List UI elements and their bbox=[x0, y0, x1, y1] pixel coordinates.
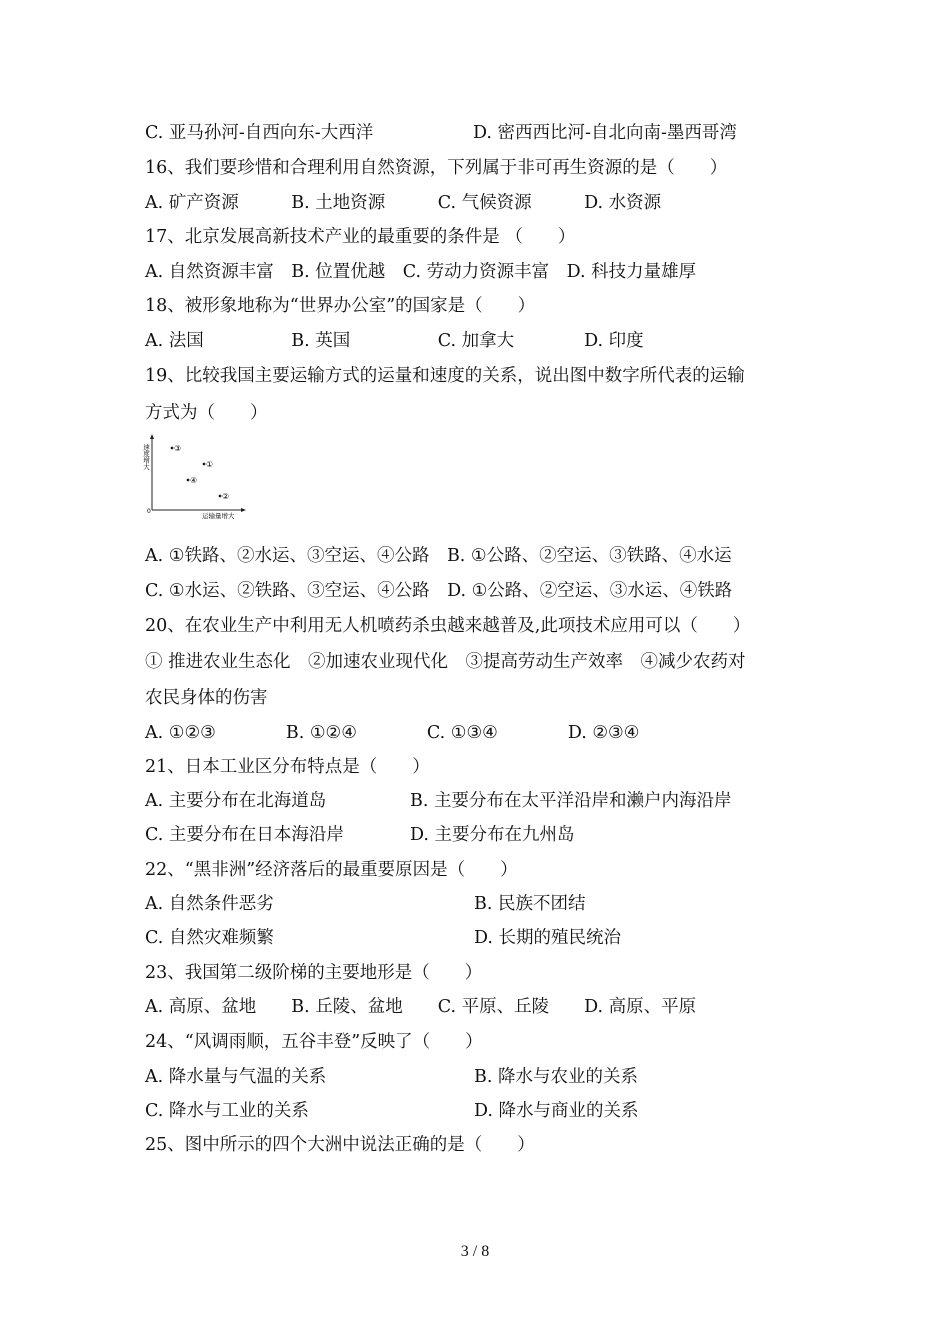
option-24-d: D. 降水与商业的关系 bbox=[474, 1101, 639, 1121]
origin-label: 0 bbox=[147, 508, 151, 515]
option-21-b: B. 主要分布在太平洋沿岸和濑户内海沿岸 bbox=[410, 791, 732, 811]
page-number: 3 / 8 bbox=[460, 1243, 490, 1260]
point-label: ④ bbox=[190, 476, 198, 485]
option-24-c: C. 降水与工业的关系 bbox=[145, 1101, 309, 1121]
point-label: ③ bbox=[174, 444, 182, 453]
option-22-d: D. 长期的殖民统治 bbox=[474, 928, 622, 948]
question-21: 21、日本工业区分布特点是（ ） bbox=[145, 757, 430, 777]
x-axis-arrow bbox=[241, 508, 246, 512]
transport-figure bbox=[140, 432, 250, 522]
option-21-c: C. 主要分布在日本海沿岸 bbox=[145, 825, 344, 845]
options-19-ab: A. ①铁路、②水运、③空运、④公路 B. ①公路、②空运、③铁路、④水运 bbox=[145, 546, 732, 566]
options-23: A. 高原、盆地 B. 丘陵、盆地 C. 平原、丘陵 D. 高原、平原 bbox=[145, 997, 697, 1017]
question-20: 20、在农业生产中利用无人机喷药杀虫越来越普及,此项技术应用可以（ ） bbox=[145, 616, 751, 636]
options-18: A. 法国 B. 英国 C. 加拿大 D. 印度 bbox=[145, 331, 644, 351]
option-24-b: B. 降水与农业的关系 bbox=[474, 1067, 638, 1087]
question-20-items-cont: 农民身体的伤害 bbox=[145, 688, 268, 708]
question-17: 17、北京发展高新技术产业的最重要的条件是 （ ） bbox=[145, 227, 576, 247]
question-24: 24、“风调雨顺，五谷丰登”反映了（ ） bbox=[145, 1032, 483, 1052]
options-16: A. 矿产资源 B. 土地资源 C. 气候资源 D. 水资源 bbox=[145, 193, 662, 213]
y-axis-label: 速度增大 bbox=[142, 444, 150, 470]
option-15-c: C. 亚马孙河-自西向东-大西洋 bbox=[145, 123, 374, 143]
point-marker bbox=[219, 495, 222, 498]
question-19-line1: 19、比较我国主要运输方式的运量和速度的关系，说出图中数字所代表的运输 bbox=[145, 366, 745, 386]
option-24-a: A. 降水量与气温的关系 bbox=[145, 1067, 327, 1087]
question-23: 23、我国第二级阶梯的主要地形是（ ） bbox=[145, 963, 483, 983]
options-20: A. ①②③ B. ①②④ C. ①③④ D. ②③④ bbox=[145, 723, 640, 743]
point-marker bbox=[187, 479, 190, 482]
option-22-a: A. 自然条件恶劣 bbox=[145, 894, 274, 914]
question-18: 18、被形象地称为“世界办公室”的国家是（ ） bbox=[145, 296, 536, 316]
question-16: 16、我们要珍惜和合理利用自然资源，下列属于非可再生资源的是（ ） bbox=[145, 158, 728, 178]
question-25: 25、图中所示的四个大洲中说法正确的是（ ） bbox=[145, 1135, 535, 1155]
y-axis-arrow bbox=[150, 434, 154, 439]
point-label: ② bbox=[222, 492, 230, 501]
question-22: 22、“黑非洲”经济落后的最重要原因是（ ） bbox=[145, 860, 518, 880]
option-22-c: C. 自然灾难频繁 bbox=[145, 928, 274, 948]
option-22-b: B. 民族不团结 bbox=[474, 894, 586, 914]
option-21-a: A. 主要分布在北海道岛 bbox=[145, 791, 327, 811]
point-label: ① bbox=[206, 460, 214, 469]
question-20-items: ① 推进农业生态化 ②加速农业现代化 ③提高劳动生产效率 ④减少农药对 bbox=[145, 652, 746, 672]
point-marker bbox=[203, 463, 206, 466]
point-marker bbox=[171, 447, 174, 450]
option-15-d: D. 密西西比河-自北向南-墨西哥湾 bbox=[473, 123, 737, 143]
options-17: A. 自然资源丰富 B. 位置优越 C. 劳动力资源丰富 D. 科技力量雄厚 bbox=[145, 262, 697, 282]
option-line-15-cd bbox=[145, 121, 373, 145]
question-19-line2: 方式为（ ） bbox=[145, 403, 268, 423]
options-19-cd: C. ①水运、②铁路、③空运、④公路 D. ①公路、②空运、③水运、④铁路 bbox=[145, 581, 733, 601]
x-axis-label: 运输量增大 bbox=[202, 512, 235, 520]
option-21-d: D. 主要分布在九州岛 bbox=[410, 825, 575, 845]
